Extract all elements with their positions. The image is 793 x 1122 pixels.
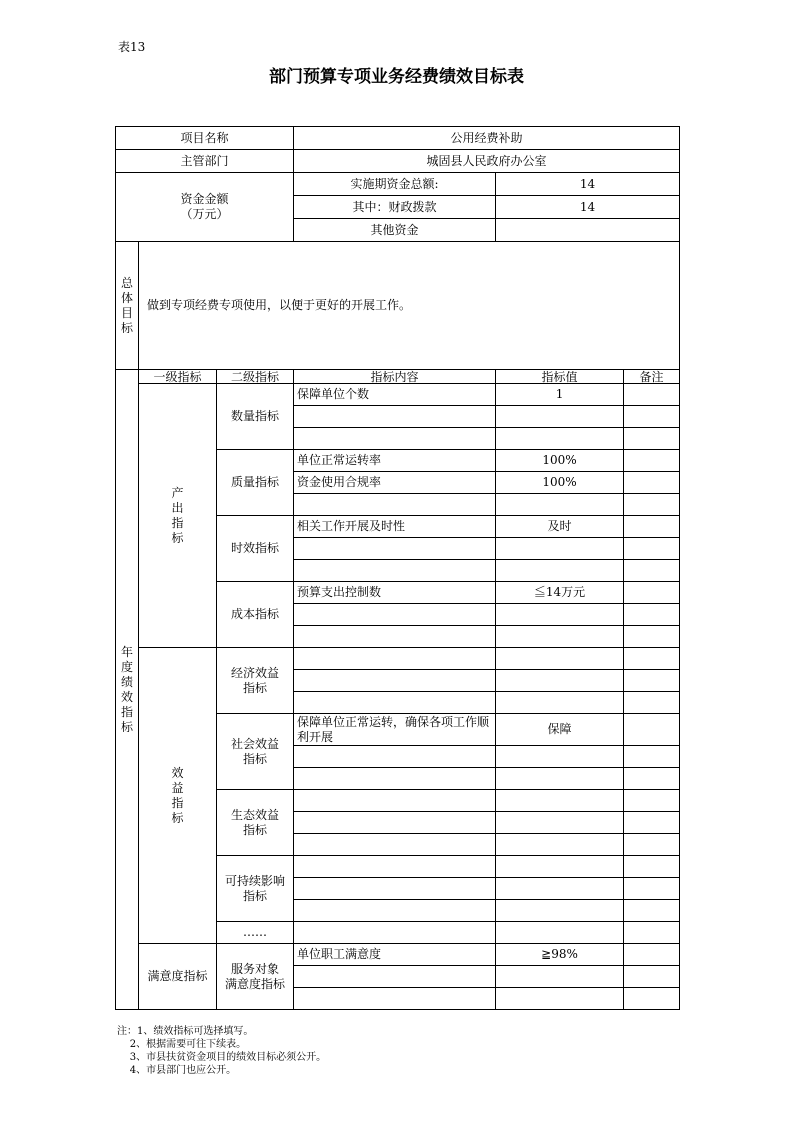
- indicator-value: [496, 604, 624, 626]
- indicator-value: [496, 922, 624, 944]
- project-name-value: 公用经费补助: [294, 127, 680, 150]
- indicator-value: [496, 988, 624, 1010]
- indicator-value: [496, 790, 624, 812]
- indicator-content: [294, 900, 496, 922]
- indicator-remark: [624, 604, 680, 626]
- indicator-value: 100%: [496, 472, 624, 494]
- indicator-content: [294, 604, 496, 626]
- indicator-remark: [624, 538, 680, 560]
- other-fund-label: 其他资金: [294, 219, 496, 242]
- cost-indicator-label: 成本指标: [217, 582, 294, 648]
- indicator-remark: [624, 406, 680, 428]
- indicator-value: [496, 494, 624, 516]
- indicator-remark: [624, 812, 680, 834]
- col-header-level1: 一级指标: [139, 370, 217, 384]
- indicator-value: [496, 746, 624, 768]
- indicator-remark: [624, 692, 680, 714]
- ecological-indicator-label: 生态效益 指标: [217, 790, 294, 856]
- indicator-content: [294, 626, 496, 648]
- total-fund-value: 14: [496, 173, 680, 196]
- indicator-remark: [624, 494, 680, 516]
- indicator-remark: [624, 516, 680, 538]
- page-title: 部门预算专项业务经费绩效目标表: [269, 67, 524, 87]
- indicator-content: [294, 746, 496, 768]
- performance-table: [115, 126, 680, 1010]
- indicator-value: [496, 768, 624, 790]
- indicator-content: [294, 406, 496, 428]
- indicator-remark: [624, 966, 680, 988]
- indicator-content: 单位正常运转率: [294, 450, 496, 472]
- indicator-content: 保障单位正常运转，确保各项工作顺利开展: [294, 714, 496, 746]
- indicator-content: [294, 988, 496, 1010]
- indicator-remark: [624, 450, 680, 472]
- indicator-content: [294, 790, 496, 812]
- indicator-value: [496, 812, 624, 834]
- ellipsis-indicator-label: ……: [217, 922, 294, 944]
- indicator-content: [294, 648, 496, 670]
- indicator-remark: [624, 922, 680, 944]
- indicator-remark: [624, 878, 680, 900]
- indicator-remark: [624, 582, 680, 604]
- indicator-content: 保障单位个数: [294, 384, 496, 406]
- indicator-value: [496, 626, 624, 648]
- fiscal-fund-label: 其中：财政拨款: [294, 196, 496, 219]
- dept-value: 城固县人民政府办公室: [294, 150, 680, 173]
- indicator-content: [294, 834, 496, 856]
- indicator-value: [496, 692, 624, 714]
- service-satisfaction-label: 服务对象 满意度指标: [217, 944, 294, 1010]
- indicator-value: 及时: [496, 516, 624, 538]
- indicator-content: [294, 494, 496, 516]
- col-header-remark: 备注: [624, 370, 680, 384]
- indicator-remark: [624, 900, 680, 922]
- output-indicator-label: 产 出 指 标: [139, 384, 217, 648]
- indicator-value: [496, 834, 624, 856]
- footnote-line: 2、根据需要可往下续表。: [117, 1039, 247, 1050]
- indicator-remark: [624, 560, 680, 582]
- indicator-content: [294, 768, 496, 790]
- indicator-remark: [624, 384, 680, 406]
- footnote-line: 3、市县扶贫资金项目的绩效目标必须公开。: [117, 1052, 327, 1063]
- fund-amount-label: [116, 173, 294, 242]
- indicator-value: [496, 560, 624, 582]
- benefit-indicator-label: 效 益 指 标: [139, 648, 217, 944]
- indicator-value: ≧98%: [496, 944, 624, 966]
- indicator-value: [496, 966, 624, 988]
- annual-indicator-label: 年 度 绩 效 指 标: [116, 370, 139, 1010]
- indicator-value: ≦14万元: [496, 582, 624, 604]
- indicator-value: [496, 648, 624, 670]
- indicator-content: 预算支出控制数: [294, 582, 496, 604]
- fund-label-line1: 资金金额: [180, 192, 229, 206]
- indicator-content: [294, 922, 496, 944]
- indicator-value: [496, 856, 624, 878]
- total-fund-label: 实施期资金总额:: [294, 173, 496, 196]
- indicator-remark: [624, 428, 680, 450]
- indicator-value: [496, 428, 624, 450]
- footnote-line: 注：1、绩效指标可选择填写。: [117, 1026, 254, 1037]
- overall-goal-content: 做到专项经费专项使用，以便于更好的开展工作。: [139, 242, 680, 370]
- indicator-value: [496, 878, 624, 900]
- col-header-content: 指标内容: [294, 370, 496, 384]
- indicator-value: 1: [496, 384, 624, 406]
- indicator-remark: [624, 768, 680, 790]
- indicator-content: [294, 966, 496, 988]
- quantity-indicator-label: 数量指标: [217, 384, 294, 450]
- economic-indicator-label: 经济效益 指标: [217, 648, 294, 714]
- indicator-content: [294, 428, 496, 450]
- indicator-content: [294, 692, 496, 714]
- fund-label-line2: （万元）: [180, 207, 229, 221]
- indicator-content: [294, 878, 496, 900]
- indicator-remark: [624, 834, 680, 856]
- indicator-remark: [624, 472, 680, 494]
- col-header-level2: 二级指标: [217, 370, 294, 384]
- dept-label: 主管部门: [116, 150, 294, 173]
- overall-goal-label: 总 体 目 标: [116, 242, 139, 370]
- indicator-value: [496, 406, 624, 428]
- footnotes: [117, 1025, 326, 1077]
- satisfaction-indicator-label: 满意度指标: [139, 944, 217, 1010]
- indicator-content: 单位职工满意度: [294, 944, 496, 966]
- indicator-remark: [624, 626, 680, 648]
- indicator-remark: [624, 648, 680, 670]
- social-indicator-label: 社会效益 指标: [217, 714, 294, 790]
- fiscal-fund-value: 14: [496, 196, 680, 219]
- footnote-line: 4、市县部门也应公开。: [117, 1065, 237, 1076]
- timeliness-indicator-label: 时效指标: [217, 516, 294, 582]
- indicator-remark: [624, 746, 680, 768]
- indicator-content: 相关工作开展及时性: [294, 516, 496, 538]
- indicator-remark: [624, 670, 680, 692]
- indicator-remark: [624, 944, 680, 966]
- indicator-content: [294, 670, 496, 692]
- indicator-remark: [624, 714, 680, 746]
- indicator-value: 保障: [496, 714, 624, 746]
- other-fund-value: [496, 219, 680, 242]
- indicator-value: 100%: [496, 450, 624, 472]
- indicator-remark: [624, 790, 680, 812]
- indicator-value: [496, 670, 624, 692]
- indicator-content: [294, 812, 496, 834]
- indicator-remark: [624, 988, 680, 1010]
- indicator-content: 资金使用合规率: [294, 472, 496, 494]
- table-number: 表13: [118, 40, 146, 54]
- indicator-content: [294, 560, 496, 582]
- indicator-content: [294, 538, 496, 560]
- sustainable-indicator-label: 可持续影响 指标: [217, 856, 294, 922]
- indicator-value: [496, 900, 624, 922]
- indicator-remark: [624, 856, 680, 878]
- indicator-value: [496, 538, 624, 560]
- col-header-value: 指标值: [496, 370, 624, 384]
- project-name-label: 项目名称: [116, 127, 294, 150]
- quality-indicator-label: 质量指标: [217, 450, 294, 516]
- indicator-content: [294, 856, 496, 878]
